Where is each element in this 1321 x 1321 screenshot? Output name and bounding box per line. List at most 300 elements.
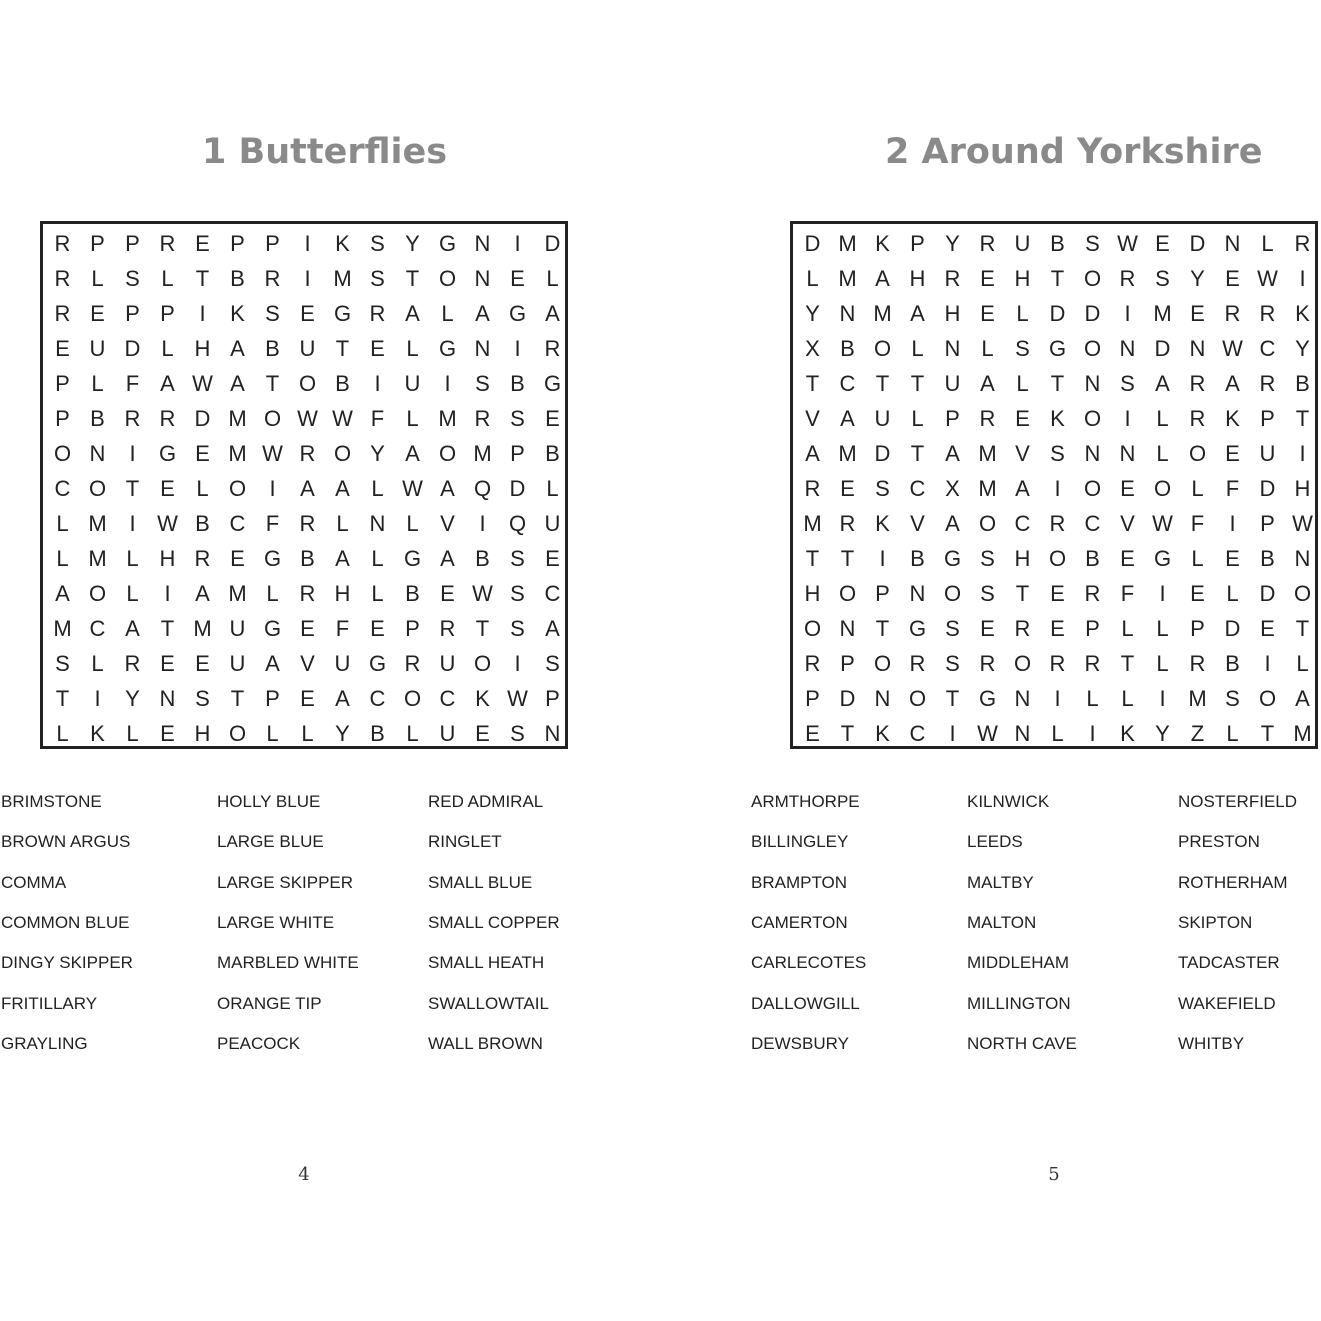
grid-letter: S bbox=[510, 406, 525, 431]
word-item: SMALL BLUE bbox=[428, 873, 533, 892]
grid-letter: T bbox=[1260, 721, 1275, 746]
grid-letter: P bbox=[265, 231, 280, 256]
grid-letter: M bbox=[1188, 686, 1207, 711]
word-item: DINGY SKIPPER bbox=[1, 953, 133, 972]
grid-letter: R bbox=[1119, 266, 1136, 291]
grid-letter: E bbox=[1190, 301, 1205, 326]
grid-letter: K bbox=[1225, 406, 1240, 431]
grid-letter: R bbox=[299, 441, 316, 466]
grid-row bbox=[795, 261, 1317, 296]
grid-letter: B bbox=[195, 511, 210, 536]
grid-letter: G bbox=[263, 546, 282, 571]
grid-letter: M bbox=[228, 406, 247, 431]
grid-letter: S bbox=[195, 686, 210, 711]
grid-row bbox=[795, 716, 1317, 751]
grid-letter: C bbox=[1259, 336, 1276, 361]
grid-letter: D bbox=[839, 686, 856, 711]
grid-letter: M bbox=[88, 546, 107, 571]
grid-letter: E bbox=[300, 686, 315, 711]
grid-letter: C bbox=[839, 371, 856, 396]
grid-letter: N bbox=[89, 441, 106, 466]
grid-letter: Y bbox=[1190, 266, 1205, 291]
grid-letter: M bbox=[473, 441, 492, 466]
grid-letter: B bbox=[370, 721, 385, 746]
grid-letter: K bbox=[1295, 301, 1310, 326]
grid-letter: R bbox=[264, 266, 281, 291]
grid-letter: V bbox=[1015, 441, 1030, 466]
word-item: DALLOWGILL bbox=[751, 994, 860, 1013]
grid-letter: S bbox=[370, 266, 385, 291]
grid-letter: W bbox=[1257, 266, 1278, 291]
grid-letter: L bbox=[126, 546, 139, 571]
grid-letter: O bbox=[298, 371, 317, 396]
grid-letter: R bbox=[194, 546, 211, 571]
grid-letter: R bbox=[1049, 511, 1066, 536]
grid-letter: T bbox=[265, 371, 280, 396]
grid-row bbox=[795, 541, 1317, 576]
word-item: MIDDLEHAM bbox=[967, 953, 1070, 972]
puzzle-title: 1 Butterflies bbox=[202, 132, 448, 172]
grid-letter: D bbox=[1259, 476, 1276, 501]
grid-letter: C bbox=[369, 686, 386, 711]
grid-letter: A bbox=[475, 301, 490, 326]
grid-letter: E bbox=[840, 476, 855, 501]
grid-letter: C bbox=[1014, 511, 1031, 536]
grid-letter: M bbox=[228, 581, 247, 606]
grid-letter: H bbox=[944, 301, 961, 326]
grid-letter: D bbox=[544, 231, 561, 256]
grid-letter: S bbox=[510, 616, 525, 641]
grid-letter: P bbox=[1085, 616, 1100, 641]
grid-letter: T bbox=[1295, 616, 1310, 641]
grid-letter: O bbox=[908, 686, 927, 711]
grid-letter: B bbox=[910, 546, 925, 571]
word-item: WHITBY bbox=[1178, 1034, 1245, 1053]
grid-letter: R bbox=[944, 266, 961, 291]
grid-letter: U bbox=[439, 721, 456, 746]
grid-letter: L bbox=[336, 511, 349, 536]
grid-letter: L bbox=[56, 721, 69, 746]
grid-letter: T bbox=[1050, 266, 1065, 291]
grid-letter: F bbox=[125, 371, 140, 396]
grid-letter: B bbox=[1225, 651, 1240, 676]
grid-letter: I bbox=[1229, 511, 1236, 536]
grid-letter: G bbox=[263, 616, 282, 641]
grid-letter: B bbox=[510, 371, 525, 396]
grid-letter: L bbox=[911, 406, 924, 431]
word-item: BROWN ARGUS bbox=[1, 832, 131, 851]
word-item: COMMON BLUE bbox=[1, 913, 130, 932]
grid-row bbox=[45, 646, 567, 681]
grid-letter: U bbox=[229, 616, 246, 641]
word-item: NOSTERFIELD bbox=[1178, 792, 1298, 811]
grid-letter: W bbox=[507, 686, 528, 711]
grid-letter: E bbox=[1120, 476, 1135, 501]
grid-letter: S bbox=[1225, 686, 1240, 711]
word-item: ARMTHORPE bbox=[751, 792, 860, 811]
grid-letter: A bbox=[405, 441, 420, 466]
grid-letter: R bbox=[1189, 371, 1206, 396]
word-item: RINGLET bbox=[428, 832, 502, 851]
grid-letter: D bbox=[1259, 581, 1276, 606]
grid-letter: D bbox=[124, 336, 141, 361]
grid-letter: O bbox=[403, 686, 422, 711]
grid-letter: W bbox=[472, 581, 493, 606]
grid-letter: R bbox=[1189, 651, 1206, 676]
grid-letter: S bbox=[945, 651, 960, 676]
grid-letter: L bbox=[406, 721, 419, 746]
grid-letter: E bbox=[980, 616, 995, 641]
grid-letter: T bbox=[805, 371, 820, 396]
grid-letter: L bbox=[406, 336, 419, 361]
grid-letter: M bbox=[838, 441, 857, 466]
grid-letter: M bbox=[193, 616, 212, 641]
grid-letter: T bbox=[875, 371, 890, 396]
grid-letter: I bbox=[1159, 686, 1166, 711]
grid-letter: O bbox=[803, 616, 822, 641]
right-page bbox=[660, 0, 1321, 1321]
grid-row bbox=[45, 506, 567, 541]
grid-letter: B bbox=[335, 371, 350, 396]
grid-letter: P bbox=[160, 301, 175, 326]
grid-letter: E bbox=[1260, 616, 1275, 641]
grid-letter: V bbox=[805, 406, 820, 431]
grid-letter: P bbox=[405, 616, 420, 641]
grid-letter: A bbox=[55, 581, 70, 606]
grid-letter: O bbox=[88, 581, 107, 606]
word-item: BRIMSTONE bbox=[1, 792, 102, 811]
grid-letter: P bbox=[805, 686, 820, 711]
grid-row bbox=[795, 681, 1317, 716]
grid-letter: O bbox=[1013, 651, 1032, 676]
grid-row bbox=[45, 296, 567, 331]
grid-letter: B bbox=[1295, 371, 1310, 396]
grid-letter: A bbox=[125, 616, 140, 641]
grid-letter: O bbox=[1258, 686, 1277, 711]
grid-letter: P bbox=[945, 406, 960, 431]
grid-letter: H bbox=[909, 266, 926, 291]
grid-row bbox=[795, 471, 1317, 506]
grid-letter: E bbox=[980, 301, 995, 326]
grid-letter: E bbox=[230, 546, 245, 571]
grid-letter: Y bbox=[335, 721, 350, 746]
grid-letter: U bbox=[404, 371, 421, 396]
grid-letter: W bbox=[192, 371, 213, 396]
grid-letter: Q bbox=[473, 476, 492, 501]
word-item: WALL BROWN bbox=[428, 1034, 543, 1053]
grid-letter: O bbox=[1153, 476, 1172, 501]
grid-letter: R bbox=[439, 616, 456, 641]
grid-letter: B bbox=[90, 406, 105, 431]
grid-letter: A bbox=[405, 301, 420, 326]
grid-letter: P bbox=[875, 581, 890, 606]
grid-letter: O bbox=[1083, 336, 1102, 361]
grid-letter: R bbox=[979, 231, 996, 256]
grid-letter: O bbox=[438, 266, 457, 291]
grid-letter: C bbox=[909, 476, 926, 501]
grid-letter: H bbox=[1014, 546, 1031, 571]
grid-letter: L bbox=[371, 546, 384, 571]
word-item: BRAMPTON bbox=[751, 873, 848, 892]
grid-letter: E bbox=[440, 581, 455, 606]
grid-letter: F bbox=[1190, 511, 1205, 536]
grid-letter: T bbox=[805, 546, 820, 571]
grid-letter: V bbox=[440, 511, 455, 536]
grid-letter: N bbox=[544, 721, 561, 746]
grid-letter: E bbox=[195, 441, 210, 466]
grid-letter: R bbox=[1084, 581, 1101, 606]
word-item: ORANGE TIP bbox=[217, 994, 322, 1013]
grid-row bbox=[795, 331, 1317, 366]
word-item: CARLECOTES bbox=[751, 953, 867, 972]
grid-letter: O bbox=[1188, 441, 1207, 466]
grid-letter: I bbox=[1299, 441, 1306, 466]
grid-letter: L bbox=[1156, 441, 1169, 466]
grid-letter: N bbox=[159, 686, 176, 711]
grid-letter: L bbox=[1226, 721, 1239, 746]
grid-letter: M bbox=[978, 441, 997, 466]
word-item: WAKEFIELD bbox=[1178, 994, 1276, 1013]
grid-letter: C bbox=[229, 511, 246, 536]
grid-letter: H bbox=[1014, 266, 1031, 291]
grid-row bbox=[45, 716, 567, 751]
grid-row bbox=[45, 471, 567, 506]
grid-letter: A bbox=[1295, 686, 1310, 711]
grid-letter: L bbox=[1226, 581, 1239, 606]
grid-letter: P bbox=[90, 231, 105, 256]
grid-letter: O bbox=[53, 441, 72, 466]
grid-letter: D bbox=[804, 231, 821, 256]
word-item: LEEDS bbox=[967, 832, 1023, 851]
left-page bbox=[0, 0, 660, 1321]
grid-letter: U bbox=[1014, 231, 1031, 256]
grid-letter: N bbox=[1014, 686, 1031, 711]
word-item: SMALL COPPER bbox=[428, 913, 560, 932]
grid-letter: E bbox=[370, 336, 385, 361]
grid-letter: H bbox=[194, 336, 211, 361]
grid-letter: H bbox=[159, 546, 176, 571]
grid-letter: T bbox=[875, 616, 890, 641]
word-item: SMALL HEATH bbox=[428, 953, 545, 972]
grid-letter: T bbox=[1295, 406, 1310, 431]
grid-letter: P bbox=[125, 301, 140, 326]
grid-letter: I bbox=[1264, 651, 1271, 676]
grid-letter: B bbox=[1050, 231, 1065, 256]
grid-letter: L bbox=[1191, 546, 1204, 571]
grid-letter: L bbox=[406, 406, 419, 431]
grid-row bbox=[45, 226, 567, 261]
puzzle-title: 2 Around Yorkshire bbox=[885, 132, 1263, 172]
grid-letter: E bbox=[300, 616, 315, 641]
grid-row bbox=[795, 401, 1317, 436]
grid-letter: C bbox=[439, 686, 456, 711]
grid-letter: I bbox=[514, 231, 521, 256]
grid-letter: Y bbox=[125, 686, 140, 711]
grid-letter: S bbox=[510, 581, 525, 606]
grid-letter: R bbox=[474, 406, 491, 431]
word-item: LARGE BLUE bbox=[217, 832, 324, 851]
grid-letter: V bbox=[300, 651, 315, 676]
grid-letter: I bbox=[374, 371, 381, 396]
grid-letter: A bbox=[1015, 476, 1030, 501]
grid-letter: R bbox=[159, 406, 176, 431]
word-item: KILNWICK bbox=[967, 792, 1050, 811]
grid-letter: L bbox=[266, 581, 279, 606]
grid-letter: G bbox=[403, 546, 422, 571]
grid-row bbox=[795, 296, 1317, 331]
grid-letter: T bbox=[160, 616, 175, 641]
grid-letter: H bbox=[334, 581, 351, 606]
grid-letter: M bbox=[88, 511, 107, 536]
grid-letter: M bbox=[873, 301, 892, 326]
grid-row bbox=[45, 681, 567, 716]
grid-letter: T bbox=[195, 266, 210, 291]
grid-letter: G bbox=[943, 546, 962, 571]
grid-letter: U bbox=[299, 336, 316, 361]
grid-letter: L bbox=[911, 336, 924, 361]
grid-letter: E bbox=[545, 406, 560, 431]
grid-letter: W bbox=[262, 441, 283, 466]
grid-letter: R bbox=[54, 231, 71, 256]
grid-letter: D bbox=[1049, 301, 1066, 326]
grid-letter: G bbox=[1048, 336, 1067, 361]
grid-row bbox=[45, 331, 567, 366]
grid-letter: E bbox=[300, 301, 315, 326]
grid-letter: R bbox=[909, 651, 926, 676]
grid-letter: N bbox=[369, 511, 386, 536]
grid-letter: P bbox=[55, 406, 70, 431]
grid-letter: A bbox=[840, 406, 855, 431]
grid-letter: P bbox=[1260, 511, 1275, 536]
grid-letter: K bbox=[875, 721, 890, 746]
grid-row bbox=[795, 646, 1317, 681]
grid-letter: I bbox=[129, 441, 136, 466]
grid-letter: I bbox=[269, 476, 276, 501]
grid-letter: L bbox=[1156, 651, 1169, 676]
grid-letter: E bbox=[1225, 546, 1240, 571]
word-item: TADCASTER bbox=[1178, 953, 1280, 972]
grid-letter: A bbox=[980, 371, 995, 396]
grid-letter: E bbox=[1155, 231, 1170, 256]
grid-letter: D bbox=[194, 406, 211, 431]
grid-row bbox=[45, 261, 567, 296]
grid-letter: V bbox=[1120, 511, 1135, 536]
grid-letter: X bbox=[805, 336, 820, 361]
grid-letter: R bbox=[299, 511, 316, 536]
grid-letter: L bbox=[126, 581, 139, 606]
grid-letter: P bbox=[1260, 406, 1275, 431]
grid-letter: U bbox=[439, 651, 456, 676]
grid-letter: E bbox=[1050, 616, 1065, 641]
word-item: SWALLOWTAIL bbox=[428, 994, 549, 1013]
grid-letter: R bbox=[54, 301, 71, 326]
grid-letter: A bbox=[440, 476, 455, 501]
grid-letter: R bbox=[804, 476, 821, 501]
grid-letter: N bbox=[1014, 721, 1031, 746]
grid-letter: A bbox=[335, 686, 350, 711]
grid-row bbox=[795, 366, 1317, 401]
grid-letter: F bbox=[1120, 581, 1135, 606]
word-item: BILLINGLEY bbox=[751, 832, 849, 851]
grid-letter: L bbox=[1016, 371, 1029, 396]
grid-row bbox=[45, 611, 567, 646]
grid-letter: O bbox=[263, 406, 282, 431]
grid-letter: I bbox=[1089, 721, 1096, 746]
word-item: NORTH CAVE bbox=[967, 1034, 1077, 1053]
grid-letter: E bbox=[510, 266, 525, 291]
grid-row bbox=[795, 576, 1317, 611]
grid-letter: G bbox=[438, 231, 457, 256]
grid-letter: L bbox=[161, 266, 174, 291]
grid-letter: O bbox=[978, 511, 997, 536]
grid-letter: T bbox=[335, 336, 350, 361]
grid-letter: W bbox=[297, 406, 318, 431]
grid-letter: S bbox=[510, 546, 525, 571]
grid-letter: R bbox=[839, 511, 856, 536]
grid-letter: C bbox=[89, 616, 106, 641]
grid-letter: L bbox=[301, 721, 314, 746]
grid-letter: F bbox=[370, 406, 385, 431]
grid-letter: S bbox=[370, 231, 385, 256]
grid-letter: I bbox=[1159, 581, 1166, 606]
grid-letter: S bbox=[55, 651, 70, 676]
grid-letter: Z bbox=[1190, 721, 1205, 746]
word-item: PEACOCK bbox=[217, 1034, 301, 1053]
grid-letter: E bbox=[805, 721, 820, 746]
grid-letter: A bbox=[945, 441, 960, 466]
grid-letter: O bbox=[1083, 406, 1102, 431]
grid-letter: Y bbox=[1155, 721, 1170, 746]
grid-letter: T bbox=[910, 371, 925, 396]
grid-letter: I bbox=[1299, 266, 1306, 291]
grid-letter: E bbox=[160, 721, 175, 746]
grid-letter: I bbox=[444, 371, 451, 396]
grid-letter: E bbox=[1050, 581, 1065, 606]
grid-letter: V bbox=[910, 511, 925, 536]
grid-letter: O bbox=[473, 651, 492, 676]
grid-letter: B bbox=[265, 336, 280, 361]
grid-letter: B bbox=[300, 546, 315, 571]
grid-letter: B bbox=[545, 441, 560, 466]
grid-letter: A bbox=[230, 371, 245, 396]
grid-letter: U bbox=[544, 511, 561, 536]
grid-letter: I bbox=[129, 511, 136, 536]
grid-letter: E bbox=[160, 651, 175, 676]
grid-letter: L bbox=[1156, 406, 1169, 431]
word-item: MILLINGTON bbox=[967, 994, 1071, 1013]
grid-letter: N bbox=[839, 301, 856, 326]
grid-letter: S bbox=[875, 476, 890, 501]
grid-letter: A bbox=[545, 616, 560, 641]
grid-letter: R bbox=[1294, 231, 1311, 256]
grid-letter: E bbox=[90, 301, 105, 326]
grid-letter: W bbox=[1222, 336, 1243, 361]
grid-letter: L bbox=[806, 266, 819, 291]
grid-letter: S bbox=[510, 721, 525, 746]
grid-letter: U bbox=[89, 336, 106, 361]
grid-letter: R bbox=[979, 651, 996, 676]
grid-letter: W bbox=[977, 721, 998, 746]
grid-letter: S bbox=[545, 651, 560, 676]
grid-letter: L bbox=[196, 476, 209, 501]
grid-letter: I bbox=[94, 686, 101, 711]
grid-letter: K bbox=[475, 686, 490, 711]
grid-letter: P bbox=[910, 231, 925, 256]
grid-letter: I bbox=[1124, 406, 1131, 431]
grid-row bbox=[45, 576, 567, 611]
grid-letter: S bbox=[265, 301, 280, 326]
grid-letter: N bbox=[839, 616, 856, 641]
